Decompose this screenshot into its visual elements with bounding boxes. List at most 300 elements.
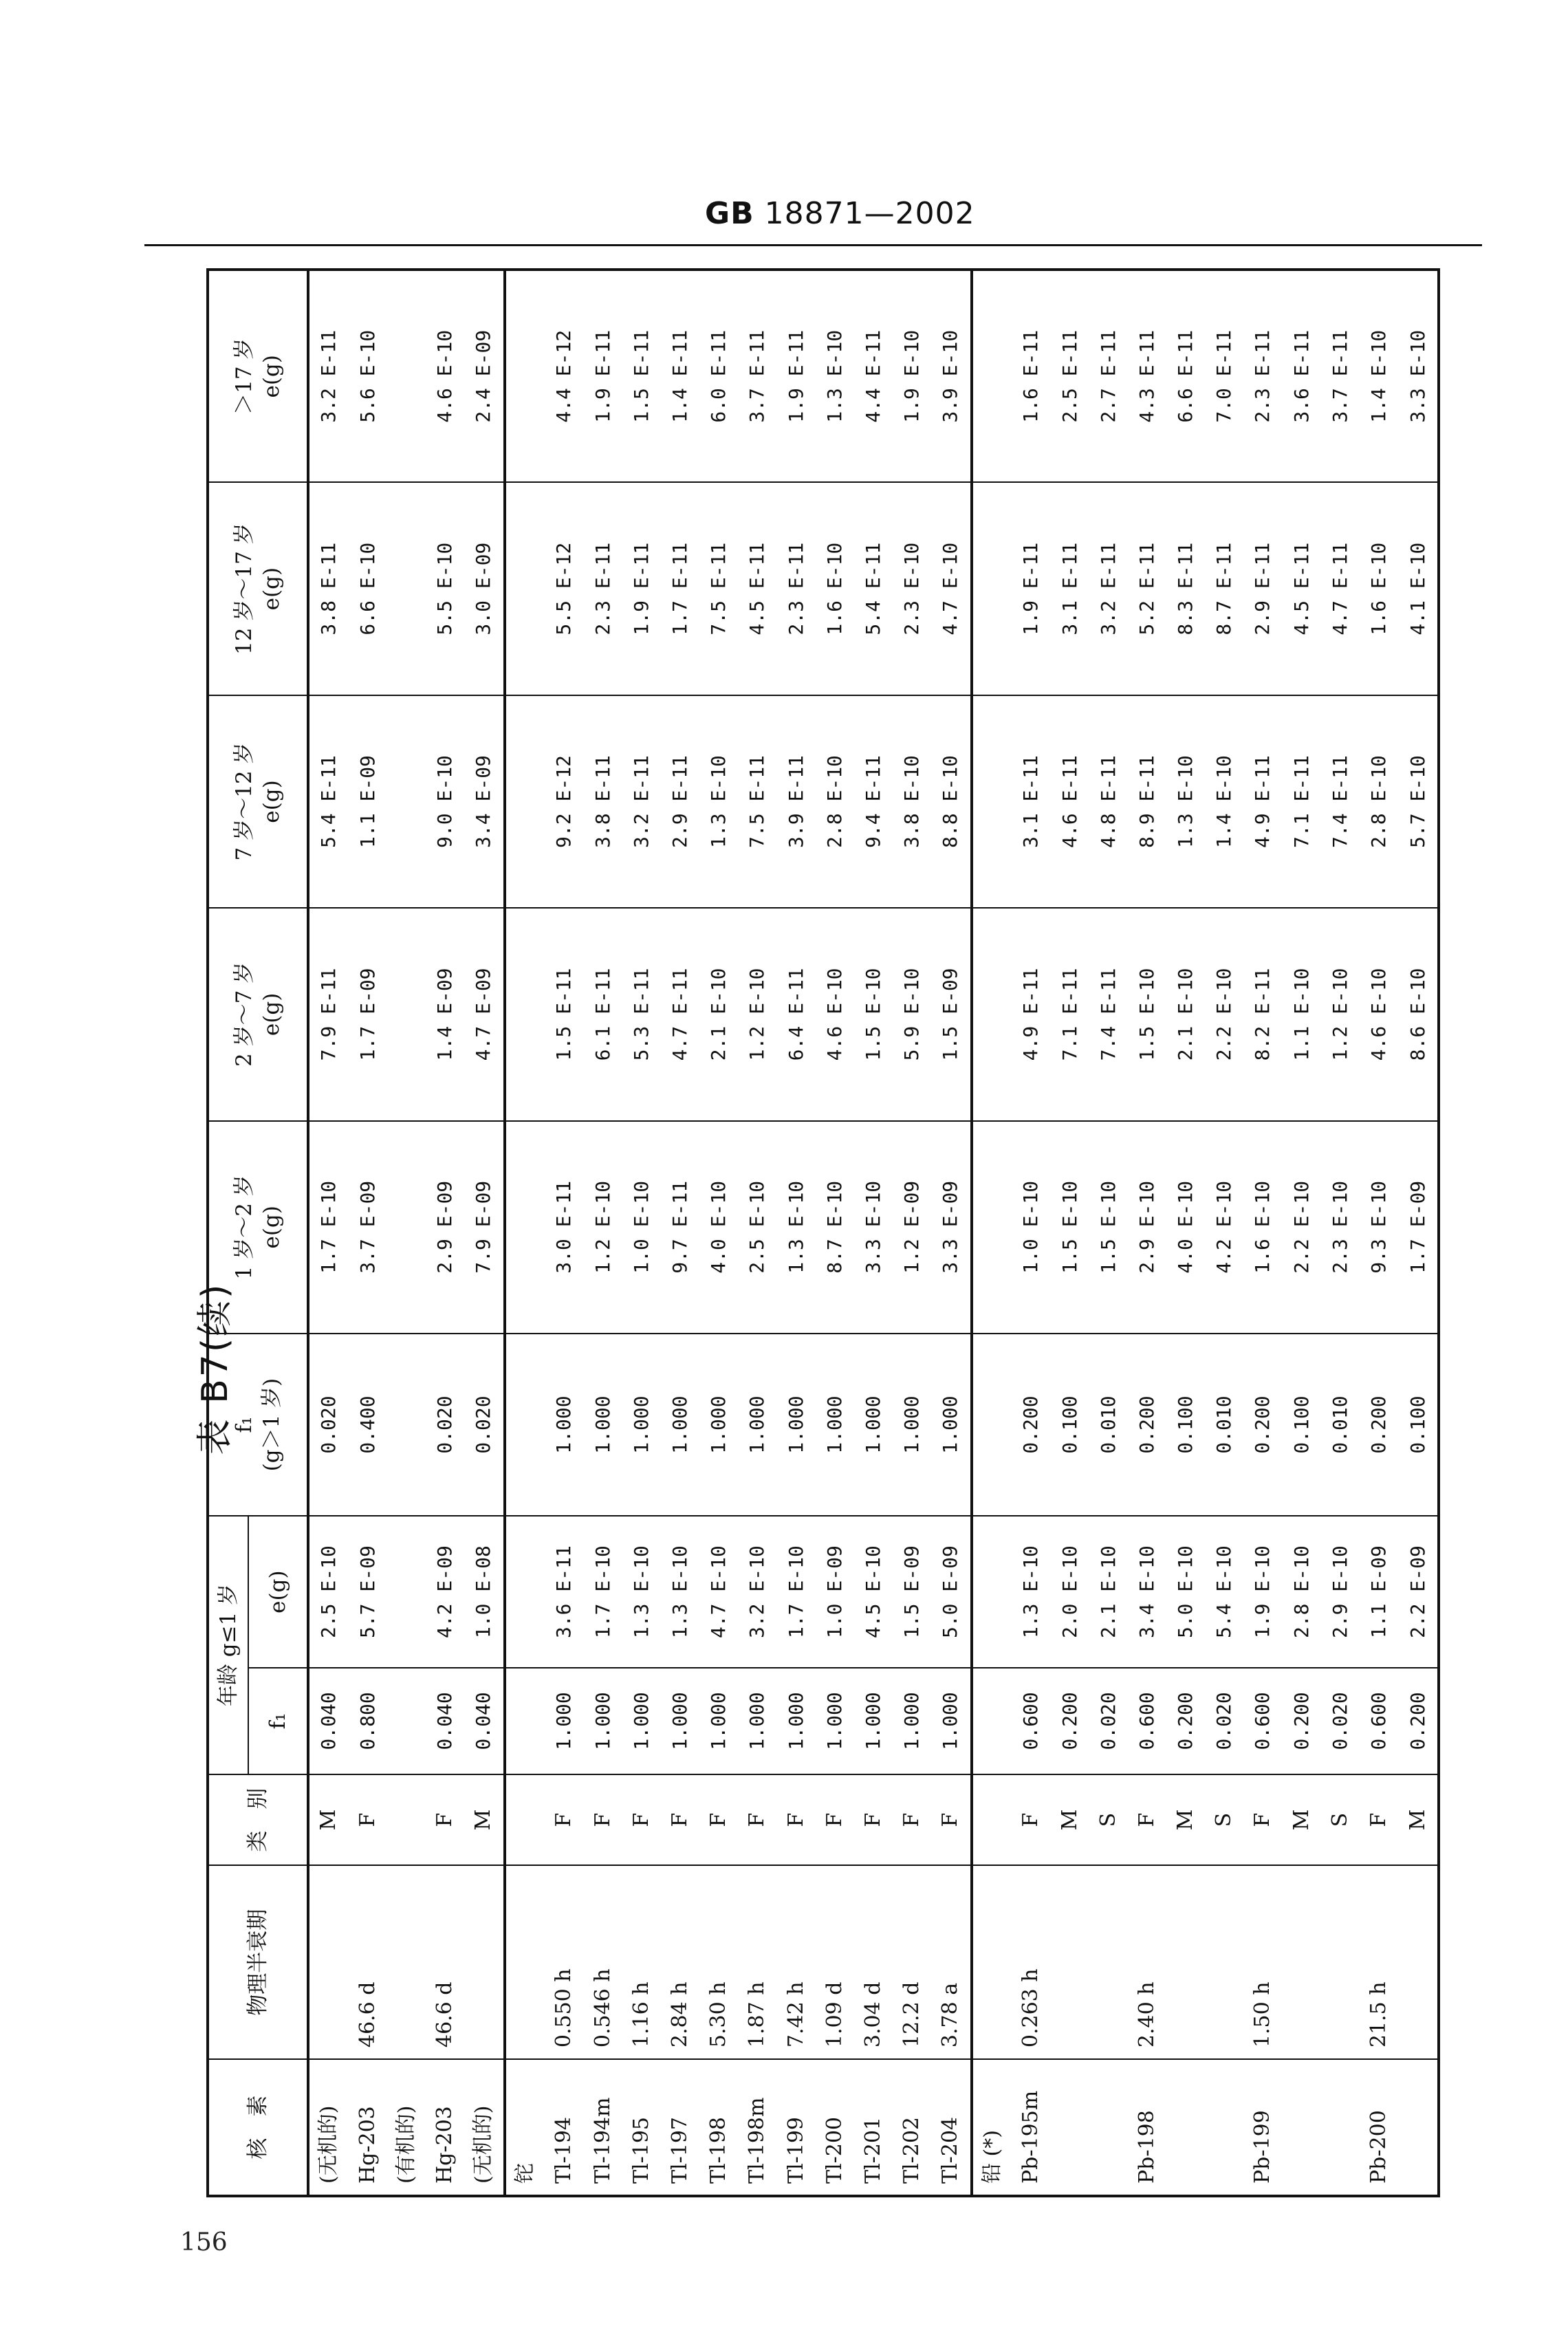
e-12-17-cell: 7.5 E-11 bbox=[699, 482, 738, 695]
empty-cell bbox=[972, 482, 1012, 695]
e-7-12-cell: 4.6 E-11 bbox=[1051, 695, 1089, 908]
nuclide-cell bbox=[1321, 2059, 1360, 2196]
f1-gt1-cell: 0.200 bbox=[1360, 1334, 1398, 1516]
e-7-12-cell: 1.3 E-10 bbox=[699, 695, 738, 908]
f1-cell: 1.000 bbox=[584, 1668, 622, 1774]
half-life-cell: 1.87 h bbox=[738, 1865, 776, 2059]
e-12-17-cell: 1.9 E-11 bbox=[622, 482, 661, 695]
e-gt17-cell: 4.4 E-12 bbox=[545, 270, 583, 482]
empty-cell bbox=[972, 1774, 1012, 1866]
f1-gt1-cell bbox=[387, 1334, 426, 1516]
e-gt17-cell: 1.6 E-11 bbox=[1012, 270, 1050, 482]
e-gt17-cell: 3.2 E-11 bbox=[308, 270, 349, 482]
half-life-cell: 46.6 d bbox=[349, 1865, 387, 2059]
empty-cell bbox=[505, 482, 545, 695]
table-row bbox=[426, 270, 464, 2196]
f1-gt1-cell: 1.000 bbox=[622, 1334, 661, 1516]
e-2-7-cell: 1.5 E-10 bbox=[1128, 908, 1166, 1120]
category-cell: F bbox=[1128, 1774, 1166, 1866]
f1-gt1-cell: 1.000 bbox=[699, 1334, 738, 1516]
e-1-2-cell: 1.0 E-10 bbox=[1012, 1121, 1050, 1334]
f1-cell: 0.020 bbox=[1089, 1668, 1128, 1774]
table-row bbox=[1360, 270, 1398, 2196]
table-row bbox=[1321, 270, 1360, 2196]
nuclide-cell: (无机的) bbox=[308, 2059, 349, 2196]
e-1-2-cell: 1.2 E-09 bbox=[893, 1121, 931, 1334]
empty-cell bbox=[972, 1668, 1012, 1774]
standard-number: 18871—2002 bbox=[764, 196, 975, 231]
e-7-12-cell: 3.8 E-11 bbox=[584, 695, 622, 908]
category-cell: F bbox=[349, 1774, 387, 1866]
e-7-12-cell: 7.5 E-11 bbox=[738, 695, 776, 908]
f1-cell: 0.020 bbox=[1205, 1668, 1243, 1774]
e-12-17-cell: 4.7 E-11 bbox=[1321, 482, 1360, 695]
dose-coefficient-table bbox=[206, 268, 1440, 2197]
e-7-12-cell: 9.0 E-10 bbox=[426, 695, 464, 908]
col-age-2-7-label: 2 岁～7 岁 bbox=[232, 961, 257, 1067]
empty-cell bbox=[505, 1516, 545, 1668]
half-life-cell: 2.40 h bbox=[1128, 1865, 1166, 2059]
e-g-le1-cell: 5.0 E-10 bbox=[1166, 1516, 1205, 1668]
f1-gt1-cell: 0.400 bbox=[349, 1334, 387, 1516]
f1-cell: 0.040 bbox=[426, 1668, 464, 1774]
f1-gt1-cell: 1.000 bbox=[776, 1334, 815, 1516]
e-g-le1-cell: 1.0 E-09 bbox=[816, 1516, 854, 1668]
e-gt17-cell: 2.4 E-09 bbox=[464, 270, 505, 482]
f1-cell: 1.000 bbox=[776, 1668, 815, 1774]
col-age-gt17-label: ＞17 岁 bbox=[232, 338, 257, 415]
half-life-cell: 3.04 d bbox=[854, 1865, 893, 2059]
table-row bbox=[1205, 270, 1243, 2196]
e-7-12-cell: 3.4 E-09 bbox=[464, 695, 505, 908]
f1-gt1-cell: 1.000 bbox=[584, 1334, 622, 1516]
half-life-cell: 12.2 d bbox=[893, 1865, 931, 2059]
nuclide-cell: Hg-203 bbox=[349, 2059, 387, 2196]
header-rule bbox=[144, 244, 1482, 246]
e-g-le1-cell: 3.2 E-10 bbox=[738, 1516, 776, 1668]
e-2-7-cell: 1.7 E-09 bbox=[349, 908, 387, 1120]
e-1-2-cell: 2.3 E-10 bbox=[1321, 1121, 1360, 1334]
f1-gt1-cell: 0.020 bbox=[426, 1334, 464, 1516]
table-header bbox=[208, 270, 308, 2196]
table-row bbox=[893, 270, 931, 2196]
e-gt17-cell: 4.4 E-11 bbox=[854, 270, 893, 482]
e-g-le1-cell: 1.3 E-10 bbox=[661, 1516, 699, 1668]
e-1-2-cell bbox=[387, 1121, 426, 1334]
f1-cell: 0.200 bbox=[1166, 1668, 1205, 1774]
nuclide-cell: Tl-195 bbox=[622, 2059, 661, 2196]
f1-cell bbox=[387, 1668, 426, 1774]
rotated-table-wrapper bbox=[206, 268, 1440, 2197]
half-life-cell bbox=[1051, 1865, 1089, 2059]
nuclide-cell: Pb-198 bbox=[1128, 2059, 1166, 2196]
e-12-17-cell: 1.9 E-11 bbox=[1012, 482, 1050, 695]
table-row bbox=[931, 270, 972, 2196]
empty-cell bbox=[972, 270, 1012, 482]
e-7-12-cell: 2.8 E-10 bbox=[1360, 695, 1398, 908]
e-gt17-cell: 1.4 E-10 bbox=[1360, 270, 1398, 482]
e-gt17-cell: 3.7 E-11 bbox=[738, 270, 776, 482]
e-12-17-cell: 3.0 E-09 bbox=[464, 482, 505, 695]
category-cell: F bbox=[1360, 1774, 1398, 1866]
category-cell: F bbox=[931, 1774, 972, 1866]
e-gt17-cell: 1.9 E-11 bbox=[776, 270, 815, 482]
e-g-le1-cell: 1.0 E-08 bbox=[464, 1516, 505, 1668]
f1-cell: 0.600 bbox=[1012, 1668, 1050, 1774]
e-7-12-cell: 2.8 E-10 bbox=[816, 695, 854, 908]
nuclide-cell: Tl-202 bbox=[893, 2059, 931, 2196]
e-gt17-cell: 2.7 E-11 bbox=[1089, 270, 1128, 482]
empty-cell bbox=[972, 1121, 1012, 1334]
e-12-17-cell: 3.8 E-11 bbox=[308, 482, 349, 695]
f1-gt1-cell: 0.100 bbox=[1398, 1334, 1439, 1516]
e-1-2-cell: 7.9 E-09 bbox=[464, 1121, 505, 1334]
col-age-12-17 bbox=[208, 482, 308, 695]
e-1-2-cell: 4.0 E-10 bbox=[699, 1121, 738, 1334]
e-gt17-cell: 6.6 E-11 bbox=[1166, 270, 1205, 482]
f1-gt1-cell: 0.100 bbox=[1166, 1334, 1205, 1516]
half-life-cell bbox=[1321, 1865, 1360, 2059]
col-age-7-12 bbox=[208, 695, 308, 908]
f1-gt1-cell: 1.000 bbox=[893, 1334, 931, 1516]
table-row bbox=[464, 270, 505, 2196]
e-2-7-cell: 8.2 E-11 bbox=[1243, 908, 1282, 1120]
half-life-cell: 46.6 d bbox=[426, 1865, 464, 2059]
e-2-7-cell: 4.9 E-11 bbox=[1012, 908, 1050, 1120]
table-row bbox=[1166, 270, 1205, 2196]
e-gt17-cell: 3.3 E-10 bbox=[1398, 270, 1439, 482]
e-1-2-cell: 9.7 E-11 bbox=[661, 1121, 699, 1334]
e-2-7-cell bbox=[387, 908, 426, 1120]
e-12-17-cell: 2.3 E-10 bbox=[893, 482, 931, 695]
category-cell: M bbox=[1398, 1774, 1439, 1866]
f1-cell: 1.000 bbox=[545, 1668, 583, 1774]
e-2-7-cell: 6.4 E-11 bbox=[776, 908, 815, 1120]
e-gt17-cell: 1.4 E-11 bbox=[661, 270, 699, 482]
nuclide-cell bbox=[1166, 2059, 1205, 2196]
nuclide-cell bbox=[1398, 2059, 1439, 2196]
e-2-7-cell: 1.2 E-10 bbox=[1321, 908, 1360, 1120]
half-life-cell: 3.78 a bbox=[931, 1865, 972, 2059]
table-row bbox=[1243, 270, 1282, 2196]
e-7-12-cell: 3.1 E-11 bbox=[1012, 695, 1050, 908]
e-2-7-cell: 1.1 E-10 bbox=[1283, 908, 1321, 1120]
e-g-le1-cell: 5.4 E-10 bbox=[1205, 1516, 1243, 1668]
e-2-7-cell: 4.7 E-11 bbox=[661, 908, 699, 1120]
empty-cell bbox=[972, 1516, 1012, 1668]
empty-cell bbox=[972, 1865, 1012, 2059]
e-12-17-cell: 1.7 E-11 bbox=[661, 482, 699, 695]
table-row bbox=[584, 270, 622, 2196]
e-gt17-cell: 7.0 E-11 bbox=[1205, 270, 1243, 482]
table-row bbox=[1012, 270, 1050, 2196]
nuclide-cell: Pb-200 bbox=[1360, 2059, 1398, 2196]
e-gt17-cell: 4.3 E-11 bbox=[1128, 270, 1166, 482]
e-g-le1-cell: 1.3 E-10 bbox=[622, 1516, 661, 1668]
e-12-17-cell: 3.1 E-11 bbox=[1051, 482, 1089, 695]
col-f1-gt1 bbox=[208, 1334, 308, 1516]
e-2-7-cell: 7.4 E-11 bbox=[1089, 908, 1128, 1120]
category-cell: M bbox=[308, 1774, 349, 1866]
table-row bbox=[387, 270, 426, 2196]
half-life-cell bbox=[387, 1865, 426, 2059]
table-row bbox=[661, 270, 699, 2196]
e-12-17-cell: 8.7 E-11 bbox=[1205, 482, 1243, 695]
category-cell: F bbox=[584, 1774, 622, 1866]
e-g-le1-cell: 1.9 E-10 bbox=[1243, 1516, 1282, 1668]
e-7-12-cell: 4.9 E-11 bbox=[1243, 695, 1282, 908]
col-age-le1: 年龄 g≤1 岁 bbox=[208, 1516, 248, 1774]
category-cell: M bbox=[1051, 1774, 1089, 1866]
f1-cell: 1.000 bbox=[622, 1668, 661, 1774]
f1-gt1-cell: 0.010 bbox=[1089, 1334, 1128, 1516]
category-cell: M bbox=[1283, 1774, 1321, 1866]
e-1-2-cell: 1.5 E-10 bbox=[1089, 1121, 1128, 1334]
half-life-cell: 1.09 d bbox=[816, 1865, 854, 2059]
e-12-17-cell: 5.4 E-11 bbox=[854, 482, 893, 695]
e-12-17-cell: 2.3 E-11 bbox=[584, 482, 622, 695]
e-12-17-cell: 5.5 E-12 bbox=[545, 482, 583, 695]
e-1-2-cell: 4.0 E-10 bbox=[1166, 1121, 1205, 1334]
e-1-2-cell: 2.5 E-10 bbox=[738, 1121, 776, 1334]
half-life-cell: 0.550 h bbox=[545, 1865, 583, 2059]
category-cell: F bbox=[622, 1774, 661, 1866]
e-7-12-cell: 1.4 E-10 bbox=[1205, 695, 1243, 908]
e-1-2-cell: 4.2 E-10 bbox=[1205, 1121, 1243, 1334]
e-12-17-cell: 2.3 E-11 bbox=[776, 482, 815, 695]
empty-cell bbox=[972, 1334, 1012, 1516]
e-g-le1-cell: 1.7 E-10 bbox=[584, 1516, 622, 1668]
empty-cell bbox=[505, 1121, 545, 1334]
e-12-17-cell: 3.2 E-11 bbox=[1089, 482, 1128, 695]
e-2-7-cell: 4.6 E-10 bbox=[816, 908, 854, 1120]
col-half-life: 物理半衰期 bbox=[208, 1865, 308, 2059]
e-gt17-cell: 5.6 E-10 bbox=[349, 270, 387, 482]
e-g-le1-cell: 1.7 E-10 bbox=[776, 1516, 815, 1668]
table-row bbox=[308, 270, 349, 2196]
e-7-12-cell: 2.9 E-11 bbox=[661, 695, 699, 908]
e-g-le1-cell: 4.7 E-10 bbox=[699, 1516, 738, 1668]
e-gt17-cell: 1.9 E-11 bbox=[584, 270, 622, 482]
e-12-17-cell: 5.5 E-10 bbox=[426, 482, 464, 695]
group-header-row bbox=[972, 270, 1012, 2196]
e-1-2-cell: 1.6 E-10 bbox=[1243, 1121, 1282, 1334]
col-age-12-17-label: 12 岁～17 岁 bbox=[232, 523, 257, 655]
empty-cell bbox=[505, 908, 545, 1120]
e-7-12-cell: 7.4 E-11 bbox=[1321, 695, 1360, 908]
e-2-7-cell: 7.9 E-11 bbox=[308, 908, 349, 1120]
e-g-le1-cell: 5.0 E-09 bbox=[931, 1516, 972, 1668]
nuclide-cell: Tl-197 bbox=[661, 2059, 699, 2196]
table-row bbox=[1128, 270, 1166, 2196]
nuclide-cell: Hg-203 bbox=[426, 2059, 464, 2196]
half-life-cell bbox=[1205, 1865, 1243, 2059]
category-cell: M bbox=[1166, 1774, 1205, 1866]
empty-cell bbox=[505, 695, 545, 908]
e-gt17-cell: 1.3 E-10 bbox=[816, 270, 854, 482]
e-2-7-cell: 2.2 E-10 bbox=[1205, 908, 1243, 1120]
e-12-17-cell: 4.5 E-11 bbox=[1283, 482, 1321, 695]
nuclide-cell bbox=[1051, 2059, 1089, 2196]
e-gt17-cell: 3.9 E-10 bbox=[931, 270, 972, 482]
element-group-label: 铊 bbox=[505, 2059, 545, 2196]
e-12-17-cell: 8.3 E-11 bbox=[1166, 482, 1205, 695]
half-life-cell bbox=[1089, 1865, 1128, 2059]
e-gt17-cell bbox=[387, 270, 426, 482]
category-cell: F bbox=[776, 1774, 815, 1866]
half-life-cell: 0.263 h bbox=[1012, 1865, 1050, 2059]
e-7-12-cell: 8.9 E-11 bbox=[1128, 695, 1166, 908]
table-row bbox=[776, 270, 815, 2196]
e-g-le1-cell: 2.9 E-10 bbox=[1321, 1516, 1360, 1668]
half-life-cell bbox=[1398, 1865, 1439, 2059]
table-row bbox=[1051, 270, 1089, 2196]
e-g-le1-cell: 2.8 E-10 bbox=[1283, 1516, 1321, 1668]
e-gt17-cell: 3.7 E-11 bbox=[1321, 270, 1360, 482]
e-g-le1-cell bbox=[387, 1516, 426, 1668]
e-1-2-cell: 1.2 E-10 bbox=[584, 1121, 622, 1334]
e-g-le1-cell: 1.1 E-09 bbox=[1360, 1516, 1398, 1668]
e-7-12-cell: 8.8 E-10 bbox=[931, 695, 972, 908]
element-group-label: 铅 (*) bbox=[972, 2059, 1012, 2196]
empty-cell bbox=[505, 1865, 545, 2059]
e-1-2-cell: 2.9 E-09 bbox=[426, 1121, 464, 1334]
f1-gt1-cell: 0.010 bbox=[1321, 1334, 1360, 1516]
table-row bbox=[738, 270, 776, 2196]
col-age-gt17-sub: e(g) bbox=[259, 355, 284, 398]
table-caption: 表 B7(续) bbox=[195, 1282, 236, 1455]
f1-gt1-cell: 0.200 bbox=[1128, 1334, 1166, 1516]
e-2-7-cell: 1.4 E-09 bbox=[426, 908, 464, 1120]
category-cell: S bbox=[1321, 1774, 1360, 1866]
e-1-2-cell: 1.7 E-09 bbox=[1398, 1121, 1439, 1334]
e-12-17-cell: 1.6 E-10 bbox=[1360, 482, 1398, 695]
e-2-7-cell: 5.9 E-10 bbox=[893, 908, 931, 1120]
f1-gt1-cell: 0.100 bbox=[1051, 1334, 1089, 1516]
e-2-7-cell: 4.6 E-10 bbox=[1360, 908, 1398, 1120]
f1-gt1-cell: 1.000 bbox=[738, 1334, 776, 1516]
f1-gt1-cell: 1.000 bbox=[854, 1334, 893, 1516]
col-nuclide: 核 素 bbox=[208, 2059, 308, 2196]
e-1-2-cell: 3.0 E-11 bbox=[545, 1121, 583, 1334]
e-g-le1-cell: 2.2 E-09 bbox=[1398, 1516, 1439, 1668]
e-2-7-cell: 1.5 E-10 bbox=[854, 908, 893, 1120]
e-g-le1-cell: 2.5 E-10 bbox=[308, 1516, 349, 1668]
f1-cell: 0.020 bbox=[1321, 1668, 1360, 1774]
nuclide-cell: Tl-201 bbox=[854, 2059, 893, 2196]
e-7-12-cell: 9.2 E-12 bbox=[545, 695, 583, 908]
nuclide-cell: Pb-199 bbox=[1243, 2059, 1282, 2196]
nuclide-cell bbox=[1205, 2059, 1243, 2196]
e-2-7-cell: 5.3 E-11 bbox=[622, 908, 661, 1120]
category-cell: F bbox=[699, 1774, 738, 1866]
f1-cell: 0.600 bbox=[1243, 1668, 1282, 1774]
half-life-cell bbox=[464, 1865, 505, 2059]
half-life-cell bbox=[308, 1865, 349, 2059]
category-cell: F bbox=[1012, 1774, 1050, 1866]
e-gt17-cell: 1.5 E-11 bbox=[622, 270, 661, 482]
e-7-12-cell: 5.4 E-11 bbox=[308, 695, 349, 908]
e-gt17-cell: 6.0 E-11 bbox=[699, 270, 738, 482]
e-7-12-cell bbox=[387, 695, 426, 908]
e-gt17-cell: 1.9 E-10 bbox=[893, 270, 931, 482]
e-12-17-cell: 1.6 E-10 bbox=[816, 482, 854, 695]
e-2-7-cell: 7.1 E-11 bbox=[1051, 908, 1089, 1120]
f1-cell: 1.000 bbox=[893, 1668, 931, 1774]
e-2-7-cell: 1.2 E-10 bbox=[738, 908, 776, 1120]
table-row bbox=[545, 270, 583, 2196]
f1-gt1-cell: 1.000 bbox=[931, 1334, 972, 1516]
e-1-2-cell: 2.9 E-10 bbox=[1128, 1121, 1166, 1334]
col-age-1-2-label: 1 岁～2 岁 bbox=[232, 1175, 257, 1280]
half-life-cell: 2.84 h bbox=[661, 1865, 699, 2059]
f1-cell: 1.000 bbox=[854, 1668, 893, 1774]
half-life-cell: 1.50 h bbox=[1243, 1865, 1282, 2059]
half-life-cell: 1.16 h bbox=[622, 1865, 661, 2059]
f1-cell: 1.000 bbox=[931, 1668, 972, 1774]
e-2-7-cell: 2.1 E-10 bbox=[1166, 908, 1205, 1120]
nuclide-cell: Tl-194 bbox=[545, 2059, 583, 2196]
e-2-7-cell: 8.6 E-10 bbox=[1398, 908, 1439, 1120]
group-header-row bbox=[505, 270, 545, 2196]
col-category: 类 别 bbox=[208, 1774, 308, 1866]
empty-cell bbox=[972, 908, 1012, 1120]
f1-cell: 0.200 bbox=[1051, 1668, 1089, 1774]
f1-cell: 0.200 bbox=[1398, 1668, 1439, 1774]
e-gt17-cell: 2.5 E-11 bbox=[1051, 270, 1089, 482]
f1-cell: 0.600 bbox=[1128, 1668, 1166, 1774]
table-row bbox=[349, 270, 387, 2196]
e-7-12-cell: 3.2 E-11 bbox=[622, 695, 661, 908]
nuclide-cell: Tl-200 bbox=[816, 2059, 854, 2196]
e-1-2-cell: 3.3 E-09 bbox=[931, 1121, 972, 1334]
col-e-g: e(g) bbox=[248, 1516, 308, 1668]
e-1-2-cell: 3.7 E-09 bbox=[349, 1121, 387, 1334]
f1-cell: 1.000 bbox=[661, 1668, 699, 1774]
category-cell: M bbox=[464, 1774, 505, 1866]
nuclide-cell: Tl-199 bbox=[776, 2059, 815, 2196]
category-cell: F bbox=[426, 1774, 464, 1866]
e-7-12-cell: 3.8 E-10 bbox=[893, 695, 931, 908]
table-row bbox=[816, 270, 854, 2196]
e-g-le1-cell: 1.5 E-09 bbox=[893, 1516, 931, 1668]
nuclide-cell bbox=[1283, 2059, 1321, 2196]
category-cell: F bbox=[854, 1774, 893, 1866]
half-life-cell: 7.42 h bbox=[776, 1865, 815, 2059]
category-cell: F bbox=[1243, 1774, 1282, 1866]
f1-gt1-cell: 0.200 bbox=[1243, 1334, 1282, 1516]
f1-gt1-cell: 0.020 bbox=[464, 1334, 505, 1516]
col-age-7-12-label: 7 岁～12 岁 bbox=[232, 742, 257, 861]
table-row bbox=[1283, 270, 1321, 2196]
e-12-17-cell: 2.9 E-11 bbox=[1243, 482, 1282, 695]
empty-cell bbox=[505, 270, 545, 482]
category-cell: F bbox=[738, 1774, 776, 1866]
table-row bbox=[622, 270, 661, 2196]
f1-gt1-cell: 0.020 bbox=[308, 1334, 349, 1516]
col-age-7-12-sub: e(g) bbox=[259, 780, 284, 823]
e-gt17-cell: 3.6 E-11 bbox=[1283, 270, 1321, 482]
table-row bbox=[1398, 270, 1439, 2196]
e-g-le1-cell: 4.5 E-10 bbox=[854, 1516, 893, 1668]
half-life-cell: 5.30 h bbox=[699, 1865, 738, 2059]
category-cell: F bbox=[545, 1774, 583, 1866]
e-1-2-cell: 9.3 E-10 bbox=[1360, 1121, 1398, 1334]
f1-gt1-cell: 0.100 bbox=[1283, 1334, 1321, 1516]
f1-cell: 0.040 bbox=[308, 1668, 349, 1774]
empty-cell bbox=[972, 695, 1012, 908]
e-12-17-cell bbox=[387, 482, 426, 695]
